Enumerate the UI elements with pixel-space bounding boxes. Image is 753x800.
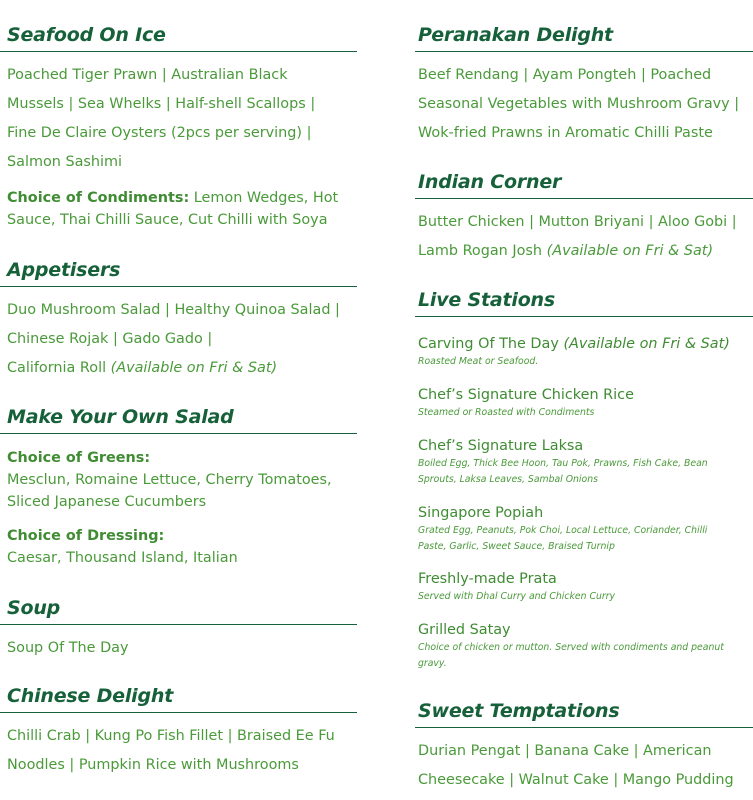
station-name: Singapore Popiah	[418, 505, 544, 521]
section-title: Indian Corner	[418, 171, 562, 193]
station-description: Steamed or Roasted with Condiments	[418, 407, 595, 418]
menu-line: Duo Mushroom Salad | Healthy Quinoa Salad |	[7, 302, 340, 318]
live-station-item	[418, 334, 753, 370]
live-station-item	[418, 385, 753, 421]
menu-line: Butter Chicken | Mutton Briyani | Aloo Gobi |	[418, 214, 737, 230]
station-description: Grated Egg, Peanuts, Pok Choi, Local Lettuce, Coriander, Chilli	[418, 525, 708, 536]
station-name-text: Carving Of The Day	[418, 336, 559, 352]
section-title: Soup	[7, 597, 61, 619]
menu-line: Durian Pengat | Banana Cake | American	[418, 743, 712, 759]
station-name	[418, 334, 753, 354]
menu-line: Beef Rendang | Ayam Pongteh | Poached	[418, 67, 712, 83]
availability-note: (Available on Fri & Sat)	[110, 360, 278, 376]
menu-item: California Roll	[7, 360, 107, 376]
sweet-items	[418, 737, 753, 795]
menu-item: Lamb Rogan Josh	[418, 243, 543, 259]
section-divider	[0, 433, 357, 434]
menu-line: Poached Tiger Prawn | Australian Black	[7, 67, 288, 83]
section-sweet-temptations	[418, 698, 753, 728]
live-station-item	[418, 620, 753, 672]
section-title: Appetisers	[7, 259, 121, 281]
section-title: Seafood On Ice	[7, 24, 166, 46]
station-description: Boiled Egg, Thick Bee Hoon, Tau Pok, Prawns, Fish Cake, Bean	[418, 458, 708, 469]
section-divider	[415, 727, 753, 728]
greens-text: Mesclun, Romaine Lettuce, Cherry Tomatoes,	[7, 472, 332, 488]
menu-line: Cheesecake | Walnut Cake | Mango Pudding	[418, 772, 734, 788]
section-divider	[0, 712, 357, 713]
section-divider	[415, 316, 753, 317]
peranakan-items	[418, 61, 753, 148]
station-description: Served with Dhal Curry and Chicken Curry	[418, 591, 615, 602]
indian-items	[418, 208, 753, 266]
section-title: Peranakan Delight	[418, 24, 613, 46]
section-divider	[0, 286, 357, 287]
station-name: Chef’s Signature Laksa	[418, 438, 584, 454]
menu-line: Chinese Rojak | Gado Gado |	[7, 331, 213, 347]
section-appetisers	[7, 257, 357, 287]
dressing-text: Caesar, Thousand Island, Italian	[7, 550, 238, 566]
menu-line: Wok-fried Prawns in Aromatic Chilli Paste	[418, 125, 713, 141]
menu-line: Mussels | Sea Whelks | Half-shell Scallops |	[7, 96, 316, 112]
section-chinese-delight	[7, 683, 357, 713]
section-seafood-on-ice	[7, 22, 357, 52]
menu-line: Fine De Claire Oysters (2pcs per serving) |	[7, 125, 312, 141]
appetiser-items	[7, 296, 357, 383]
menu-line: Chilli Crab | Kung Po Fish Fillet | Braised Ee Fu	[7, 728, 335, 744]
menu-line: Soup Of The Day	[7, 640, 129, 656]
section-divider	[0, 51, 357, 52]
soup-items	[7, 634, 357, 663]
section-title: Sweet Temptations	[418, 700, 620, 722]
station-description: Choice of chicken or mutton. Served with condiments and peanut	[418, 642, 724, 653]
seafood-items	[7, 61, 357, 177]
section-make-your-own-salad	[7, 404, 357, 434]
station-description: Sprouts, Laksa Leaves, Sambal Onions	[418, 474, 598, 485]
live-station-item	[418, 436, 753, 488]
section-peranakan-delight	[418, 22, 753, 52]
live-station-item	[418, 569, 753, 605]
section-indian-corner	[418, 169, 753, 199]
greens-text: Sliced Japanese Cucumbers	[7, 494, 207, 510]
section-soup	[7, 595, 357, 625]
menu-line	[7, 354, 357, 383]
dressing-block	[7, 525, 357, 569]
menu-line: Noodles | Pumpkin Rice with Mushrooms	[7, 757, 299, 773]
availability-note: (Available on Fri & Sat)	[563, 336, 730, 352]
greens-block	[7, 447, 357, 513]
section-divider	[415, 51, 753, 52]
menu-line: Seasonal Vegetables with Mushroom Gravy |	[418, 96, 740, 112]
station-description: gravy.	[418, 658, 447, 669]
condiments-label: Choice of Condiments:	[7, 190, 190, 206]
station-name: Freshly-made Prata	[418, 571, 557, 587]
availability-note: (Available on Fri & Sat)	[546, 243, 714, 259]
section-divider	[0, 624, 357, 625]
greens-label: Choice of Greens:	[7, 450, 151, 466]
section-live-stations	[418, 287, 753, 317]
section-title: Live Stations	[418, 289, 555, 311]
condiments-text: Lemon Wedges, Hot	[189, 190, 339, 206]
live-station-item	[418, 503, 753, 555]
station-description: Paste, Garlic, Sweet Sauce, Braised Turnip	[418, 541, 615, 552]
station-description: Roasted Meat or Seafood.	[418, 356, 539, 367]
condiments-text: Sauce, Thai Chilli Sauce, Cut Chilli with Soya	[7, 212, 328, 228]
station-name: Grilled Satay	[418, 622, 511, 638]
section-title: Make Your Own Salad	[7, 406, 234, 428]
condiments-block	[7, 187, 357, 231]
menu-line	[418, 237, 753, 266]
chinese-items	[7, 722, 357, 780]
dressing-label: Choice of Dressing:	[7, 528, 165, 544]
section-title: Chinese Delight	[7, 685, 174, 707]
menu-line: Salmon Sashimi	[7, 154, 123, 170]
station-name: Chef’s Signature Chicken Rice	[418, 387, 634, 403]
section-divider	[415, 198, 753, 199]
